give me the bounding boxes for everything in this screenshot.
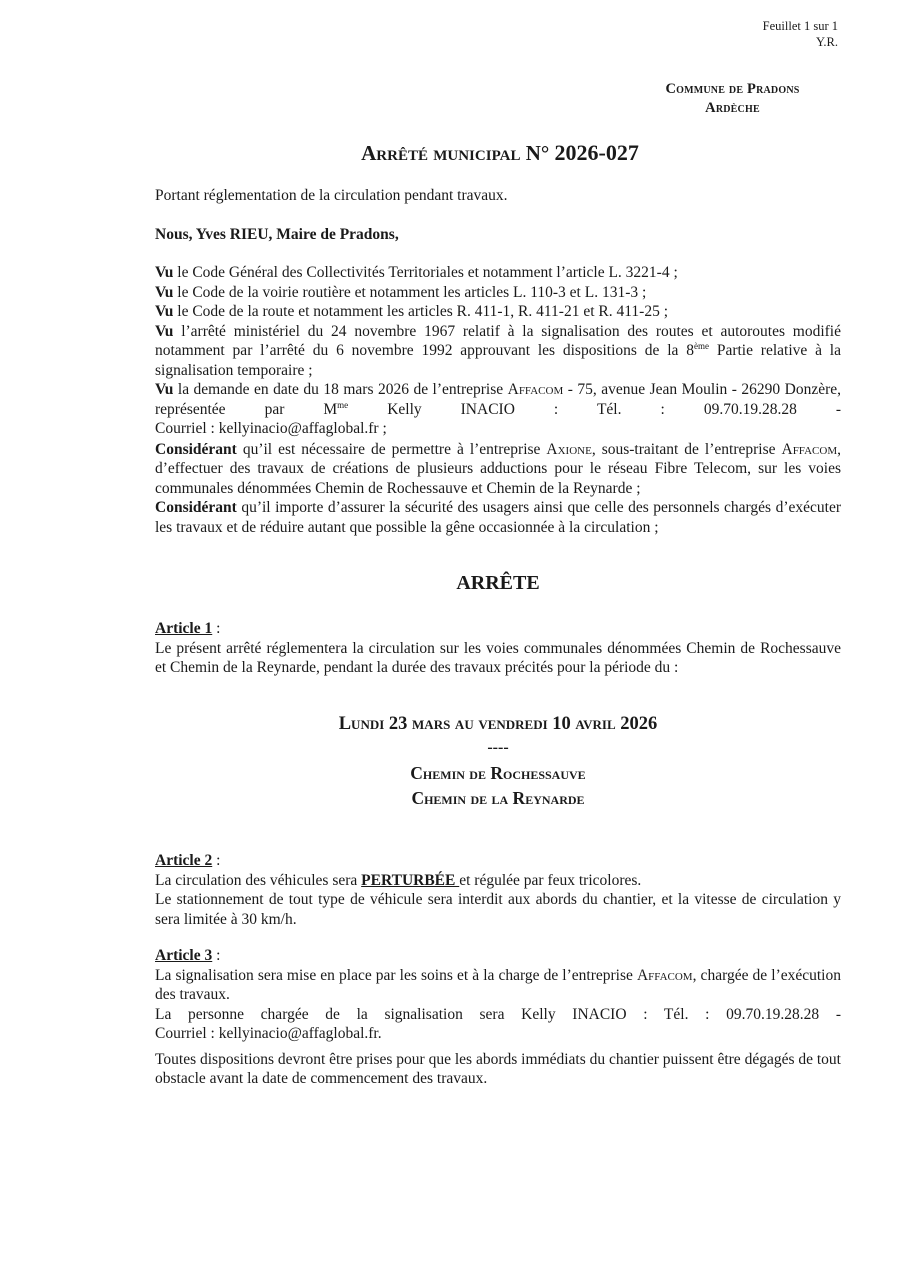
mayor-line: Nous, Yves RIEU, Maire de Pradons, — [155, 225, 399, 243]
article-3-line: La signalisation sera mise en place par les soins et à la charge de l’entreprise Affacom, chargée de l’exécution des travaux. — [155, 966, 841, 1003]
period-dates: Lundi 23 mars au vendredi 10 avril 2026 — [338, 714, 658, 734]
preamble — [155, 186, 841, 537]
vu-item: Vu le Code de la route et notamment les articles R. 411-1, R. 411-21 et R. 411-25 ; — [155, 303, 669, 320]
sheet-number: Feuillet 1 sur 1 — [762, 19, 838, 33]
considerant-item: Considérant qu’il est nécessaire de permettre à l’entreprise Axione, sous-traitant de l’entreprise Affacom, d’effectuer des travaux de créations de plusieurs adductions pour le réseau Fibre Telecom, sur les voies communales dénommées Chemin de Rochessauve et Chemin de la Reynarde ; — [155, 440, 841, 497]
article-1-text: Le présent arrêté réglementera la circulation sur les voies communales dénommées Chemin de Rochessauve et Chemin de la Reynarde, pendant la durée des travaux précités pour la période du : — [155, 639, 841, 676]
article-2-line: La circulation des véhicules sera PERTURBÉE et régulée par feux tricolores. — [155, 871, 642, 889]
article-2-heading: Article 2 : — [155, 852, 221, 869]
commune-block — [560, 80, 900, 118]
commune-name: Commune de Pradons — [665, 81, 800, 97]
article-2-line: Le stationnement de tout type de véhicule sera interdit aux abords du chantier, et la vitesse de circulation y sera limitée à 30 km/h. — [155, 891, 841, 928]
road-2: Chemin de la Reynarde — [411, 788, 585, 808]
article-2 — [155, 851, 841, 929]
road-1: Chemin de Rochessauve — [410, 763, 586, 783]
considerant-item: Considérant qu’il importe d’assurer la sécurité des usagers ainsi que celle des personnels chargés d’exécuter les travaux et de réduire autant que possible la gêne occasionnée à la circulation ; — [155, 499, 841, 536]
vu-list — [155, 263, 841, 439]
period-separator: ---- — [487, 739, 509, 756]
article-3-line: La personne chargée de la signalisation sera Kelly INACIO : Tél. : 09.70.19.28.28 - — [155, 1005, 841, 1023]
article-3-line: Courriel : kellyinacio@affaglobal.fr. — [155, 1025, 382, 1042]
article-3-line: Toutes dispositions devront être prises pour que les abords immédiats du chantier puissent être dégagés de tout obstacle avant la date de commencement des travaux. — [155, 1050, 841, 1087]
article-1 — [155, 619, 841, 678]
considerant-list — [155, 440, 841, 538]
decree-subject: Portant réglementation de la circulation pendant travaux. — [155, 187, 508, 204]
vu-item: Vu le Code Général des Collectivités Territoriales et notamment l’article L. 3221-4 ; — [155, 264, 678, 281]
vu-item: Vu l’arrêté ministériel du 24 novembre 1967 relatif à la signalisation des routes et autoroutes modifié notamment par l’arrêté du 6 novembre 1992 approuvant les dispositions de la 8ème Partie relative à la signalisation temporaire ; — [155, 322, 841, 379]
page-title — [0, 140, 900, 166]
mayor-initials: Y.R. — [815, 35, 838, 49]
sheet-header — [763, 18, 838, 50]
vu-item: Vu la demande en date du 18 mars 2026 de l’entreprise Affacom - 75, avenue Jean Moulin - 26290 Donzère, représentée par $M^{me}$ Kelly INACIO : Tél. : 09.70.19.28.28 - — [155, 381, 841, 418]
article-3-heading: Article 3 : — [155, 947, 221, 964]
vu-item: Vu le Code de la voirie routière et notamment les articles L. 110-3 et L. 131-3 ; — [155, 283, 647, 301]
article-3 — [155, 946, 841, 1089]
arrete-heading: ARRÊTE — [456, 572, 540, 594]
department-name: Ardèche — [705, 100, 760, 116]
article-1-heading: Article 1 : — [155, 620, 221, 637]
decree-number: 2026-027 — [554, 140, 639, 165]
perturbee-emphasis: PERTURBÉE — [361, 871, 460, 889]
vu-item-continuation: Courriel : kellyinacio@affaglobal.fr ; — [155, 420, 387, 437]
title-prefix: Arrêté municipal N° — [361, 141, 550, 165]
